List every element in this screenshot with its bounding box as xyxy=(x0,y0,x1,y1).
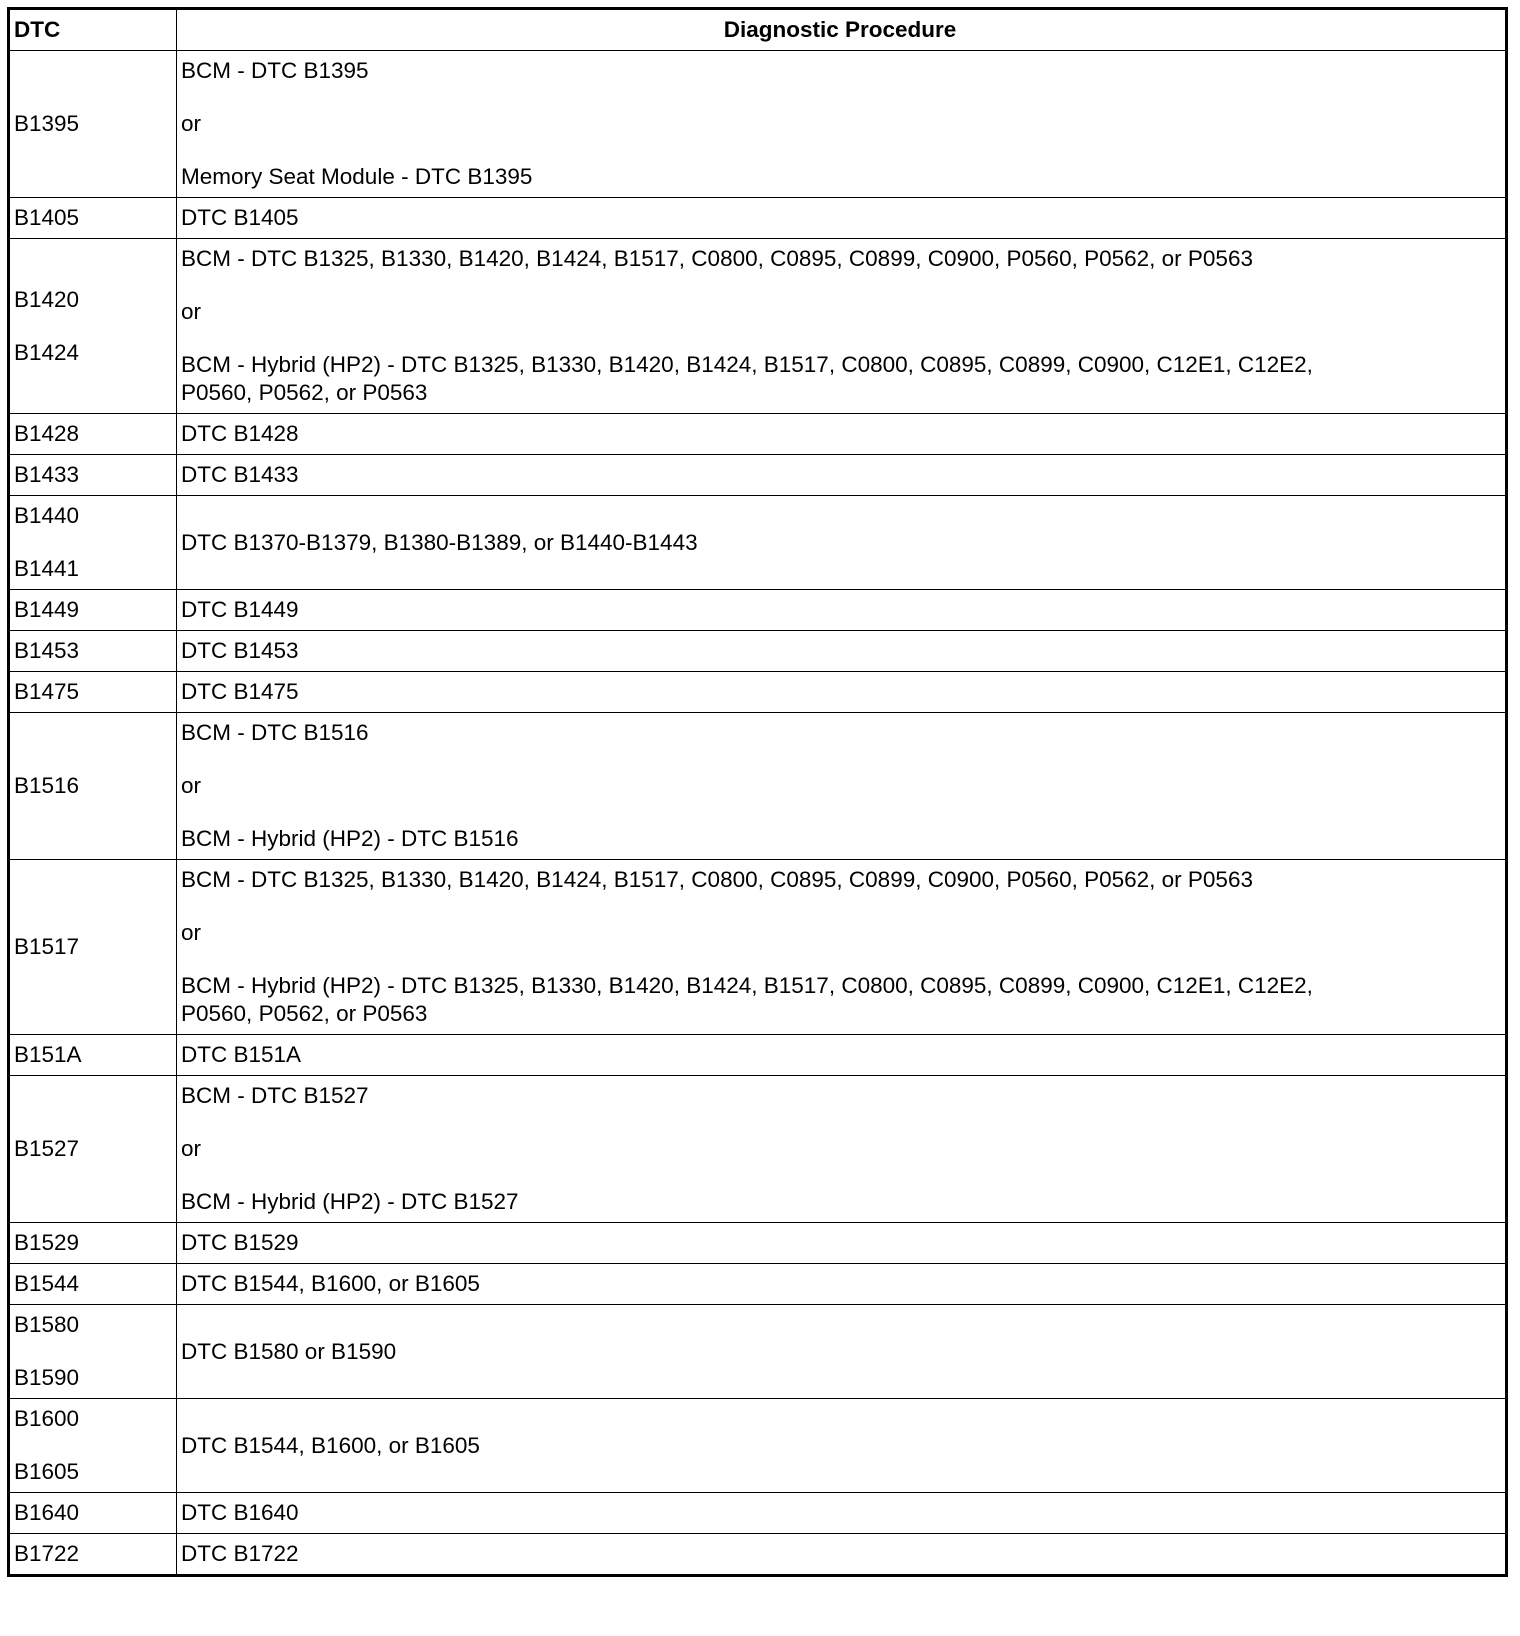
procedure-text: or xyxy=(181,111,202,136)
table-row xyxy=(9,1076,1507,1223)
dtc-cell xyxy=(9,631,177,672)
table-row xyxy=(9,51,1507,198)
table-row xyxy=(9,1399,1507,1493)
procedure-text: P0560, P0562, or P0563 xyxy=(181,380,428,405)
table-row xyxy=(9,455,1507,496)
paragraph-gap xyxy=(181,1110,1499,1135)
dtc-cell xyxy=(9,1493,177,1534)
table-row xyxy=(9,1534,1507,1576)
procedure-text: P0560, P0562, or P0563 xyxy=(181,1001,428,1026)
table-row xyxy=(9,590,1507,631)
dtc-code: B1640 xyxy=(14,1500,80,1525)
paragraph-gap xyxy=(181,138,1499,163)
procedure-cell xyxy=(177,51,1507,198)
dtc-cell xyxy=(9,414,177,455)
table-row xyxy=(9,1493,1507,1534)
paragraph-gap xyxy=(181,326,1499,351)
procedure-cell xyxy=(177,713,1507,860)
dtc-code: B1405 xyxy=(14,205,80,230)
dtc-code: B1475 xyxy=(14,679,80,704)
paragraph-gap xyxy=(181,800,1499,825)
dtc-code: B1544 xyxy=(14,1271,80,1296)
line-gap xyxy=(14,530,170,555)
dtc-code: B1517 xyxy=(14,934,80,959)
line-gap xyxy=(14,1339,170,1364)
procedure-cell xyxy=(177,1076,1507,1223)
procedure-cell xyxy=(177,1223,1507,1264)
dtc-code: B1420 xyxy=(14,286,80,312)
procedure-cell xyxy=(177,1035,1507,1076)
dtc-code: B1605 xyxy=(14,1459,80,1484)
dtc-cell xyxy=(9,239,177,414)
dtc-cell xyxy=(9,860,177,1035)
procedure-cell xyxy=(177,860,1507,1035)
dtc-code: B1527 xyxy=(14,1136,80,1161)
procedure-cell xyxy=(177,496,1507,590)
line-gap xyxy=(14,1433,170,1458)
dtc-cell xyxy=(9,455,177,496)
procedure-text: DTC B1544, B1600, or B1605 xyxy=(181,1432,480,1458)
dtc-cell xyxy=(9,713,177,860)
dtc-code: B1433 xyxy=(14,462,80,487)
dtc-cell xyxy=(9,198,177,239)
procedure-text: BCM - DTC B1325, B1330, B1420, B1424, B1517, C0800, C0895, C0899, C0900, P0560, P0562, or P0563 xyxy=(181,867,1253,892)
dtc-code: B1428 xyxy=(14,421,80,446)
dtc-cell xyxy=(9,51,177,198)
procedure-text: DTC B1722 xyxy=(181,1541,299,1566)
dtc-procedure-table xyxy=(7,7,1508,1577)
procedure-text: DTC B1428 xyxy=(181,421,299,446)
procedure-cell xyxy=(177,672,1507,713)
dtc-code: B1440 xyxy=(14,503,80,528)
dtc-code: B1449 xyxy=(14,597,80,622)
procedure-text: or xyxy=(181,1136,202,1161)
procedure-text: or xyxy=(181,773,202,798)
procedure-text: BCM - DTC B1527 xyxy=(181,1083,369,1108)
procedure-text: BCM - DTC B1516 xyxy=(181,720,369,745)
dtc-code: B1516 xyxy=(14,773,80,798)
dtc-column-header: DTC xyxy=(9,9,177,51)
dtc-cell xyxy=(9,496,177,590)
procedure-text: DTC B1370-B1379, B1380-B1389, or B1440-B1443 xyxy=(181,529,698,555)
procedure-cell xyxy=(177,1305,1507,1399)
procedure-text: BCM - Hybrid (HP2) - DTC B1325, B1330, B1420, B1424, B1517, C0800, C0895, C0899, C0900, C12E1, C12E2, xyxy=(181,352,1313,377)
procedure-text: BCM - Hybrid (HP2) - DTC B1516 xyxy=(181,826,519,851)
procedure-text: DTC B1433 xyxy=(181,462,299,487)
procedure-text: BCM - Hybrid (HP2) - DTC B1325, B1330, B1420, B1424, B1517, C0800, C0895, C0899, C0900, C12E1, C12E2, xyxy=(181,973,1313,998)
table-row xyxy=(9,1035,1507,1076)
paragraph-gap xyxy=(181,894,1499,919)
procedure-cell xyxy=(177,239,1507,414)
procedure-cell xyxy=(177,414,1507,455)
procedure-text: DTC B151A xyxy=(181,1042,302,1067)
procedure-column-header: Diagnostic Procedure xyxy=(177,9,1507,51)
dtc-code: B1424 xyxy=(14,339,80,365)
table-row xyxy=(9,860,1507,1035)
paragraph-gap xyxy=(181,1163,1499,1188)
procedure-text: or xyxy=(181,299,202,324)
dtc-cell xyxy=(9,1399,177,1493)
procedure-text: DTC B1475 xyxy=(181,679,299,704)
dtc-cell xyxy=(9,1035,177,1076)
dtc-code: B1395 xyxy=(14,111,80,136)
procedure-cell xyxy=(177,1399,1507,1493)
procedure-text: BCM - DTC B1395 xyxy=(181,58,369,83)
procedure-text: DTC B1529 xyxy=(181,1230,299,1255)
procedure-cell xyxy=(177,198,1507,239)
dtc-code: B1590 xyxy=(14,1365,80,1390)
procedure-cell xyxy=(177,1493,1507,1534)
procedure-text: BCM - Hybrid (HP2) - DTC B1527 xyxy=(181,1189,519,1214)
dtc-cell xyxy=(9,1076,177,1223)
procedure-text: BCM - DTC B1325, B1330, B1420, B1424, B1517, C0800, C0895, C0899, C0900, P0560, P0562, or P0563 xyxy=(181,246,1253,271)
procedure-text: DTC B1449 xyxy=(181,597,299,622)
table-header-row xyxy=(9,9,1507,51)
table-body xyxy=(9,51,1507,1576)
paragraph-gap xyxy=(181,747,1499,772)
table-row xyxy=(9,198,1507,239)
dtc-cell xyxy=(9,1264,177,1305)
dtc-code: B1441 xyxy=(14,556,80,581)
line-gap xyxy=(14,314,170,339)
dtc-cell xyxy=(9,672,177,713)
procedure-cell xyxy=(177,455,1507,496)
table-row xyxy=(9,1264,1507,1305)
dtc-cell xyxy=(9,1223,177,1264)
procedure-cell xyxy=(177,1264,1507,1305)
dtc-code: B1453 xyxy=(14,638,80,663)
procedure-text: Memory Seat Module - DTC B1395 xyxy=(181,164,533,189)
procedure-cell xyxy=(177,1534,1507,1576)
table-row xyxy=(9,239,1507,414)
table-row xyxy=(9,1223,1507,1264)
dtc-code: B1580 xyxy=(14,1312,80,1337)
procedure-cell xyxy=(177,631,1507,672)
dtc-cell xyxy=(9,1305,177,1399)
procedure-text: DTC B1405 xyxy=(181,205,299,230)
table-row xyxy=(9,414,1507,455)
procedure-text: DTC B1640 xyxy=(181,1500,299,1525)
paragraph-gap xyxy=(181,947,1499,972)
table-row xyxy=(9,496,1507,590)
table-row xyxy=(9,672,1507,713)
dtc-cell xyxy=(9,590,177,631)
dtc-cell xyxy=(9,1534,177,1576)
procedure-text: DTC B1453 xyxy=(181,638,299,663)
procedure-text: DTC B1544, B1600, or B1605 xyxy=(181,1271,480,1296)
dtc-code: B1722 xyxy=(14,1541,80,1566)
paragraph-gap xyxy=(181,273,1499,298)
table-row xyxy=(9,1305,1507,1399)
table-row xyxy=(9,631,1507,672)
procedure-cell xyxy=(177,590,1507,631)
dtc-code: B1600 xyxy=(14,1406,80,1431)
table-row xyxy=(9,713,1507,860)
procedure-text: or xyxy=(181,920,202,945)
dtc-code: B151A xyxy=(14,1042,82,1067)
procedure-text: DTC B1580 or B1590 xyxy=(181,1338,397,1364)
dtc-code: B1529 xyxy=(14,1230,80,1255)
paragraph-gap xyxy=(181,85,1499,110)
